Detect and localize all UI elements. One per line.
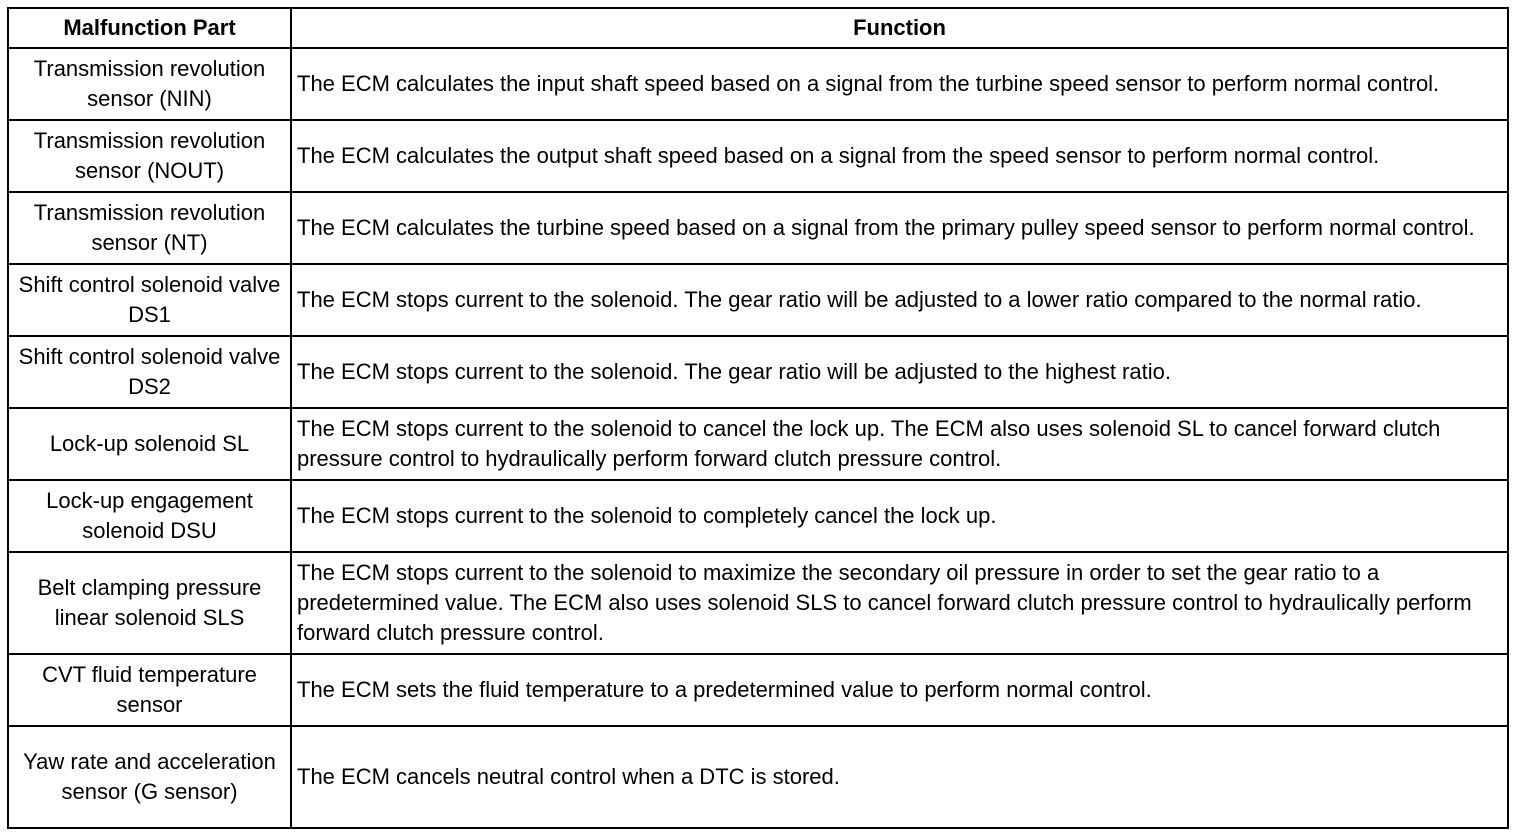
malfunction-part-cell: Shift control solenoid valve DS2 — [8, 336, 291, 408]
function-cell: The ECM stops current to the solenoid. The gear ratio will be adjusted to the highest ratio. — [291, 336, 1508, 408]
table-row — [8, 408, 1508, 480]
malfunction-part-cell: CVT fluid temperature sensor — [8, 654, 291, 726]
table-row — [8, 192, 1508, 264]
document-page — [7, 7, 1507, 829]
malfunction-part-cell: Lock-up engagement solenoid DSU — [8, 480, 291, 552]
table-row — [8, 654, 1508, 726]
header-malfunction-part: Malfunction Part — [8, 8, 291, 48]
malfunction-part-cell: Yaw rate and acceleration sensor (G sensor) — [8, 726, 291, 828]
function-cell: The ECM stops current to the solenoid to completely cancel the lock up. — [291, 480, 1508, 552]
function-cell: The ECM calculates the input shaft speed based on a signal from the turbine speed sensor to perform normal control. — [291, 48, 1508, 120]
function-cell: The ECM stops current to the solenoid to cancel the lock up. The ECM also uses solenoid SL to cancel forward clutch pressure control to hydraulically perform forward clutch pressure control. — [291, 408, 1508, 480]
malfunction-part-cell: Transmission revolution sensor (NT) — [8, 192, 291, 264]
malfunction-part-cell: Shift control solenoid valve DS1 — [8, 264, 291, 336]
table-row — [8, 48, 1508, 120]
function-cell: The ECM cancels neutral control when a DTC is stored. — [291, 726, 1508, 828]
table-row — [8, 120, 1508, 192]
table-row — [8, 726, 1508, 828]
malfunction-part-cell: Lock-up solenoid SL — [8, 408, 291, 480]
malfunction-function-table — [7, 7, 1509, 829]
table-row — [8, 552, 1508, 654]
malfunction-part-cell: Transmission revolution sensor (NOUT) — [8, 120, 291, 192]
table-row — [8, 264, 1508, 336]
function-cell: The ECM stops current to the solenoid to maximize the secondary oil pressure in order to set the gear ratio to a predetermined value. The ECM also uses solenoid SLS to cancel forward clutch pressure control to hydraulically perform forward clutch pressure control. — [291, 552, 1508, 654]
table-row — [8, 336, 1508, 408]
table-header-row — [8, 8, 1508, 48]
function-cell: The ECM calculates the turbine speed based on a signal from the primary pulley speed sensor to perform normal control. — [291, 192, 1508, 264]
header-function: Function — [291, 8, 1508, 48]
table-row — [8, 480, 1508, 552]
malfunction-part-cell: Transmission revolution sensor (NIN) — [8, 48, 291, 120]
function-cell: The ECM sets the fluid temperature to a predetermined value to perform normal control. — [291, 654, 1508, 726]
function-cell: The ECM calculates the output shaft speed based on a signal from the speed sensor to perform normal control. — [291, 120, 1508, 192]
malfunction-part-cell: Belt clamping pressure linear solenoid SLS — [8, 552, 291, 654]
function-cell: The ECM stops current to the solenoid. The gear ratio will be adjusted to a lower ratio compared to the normal ratio. — [291, 264, 1508, 336]
